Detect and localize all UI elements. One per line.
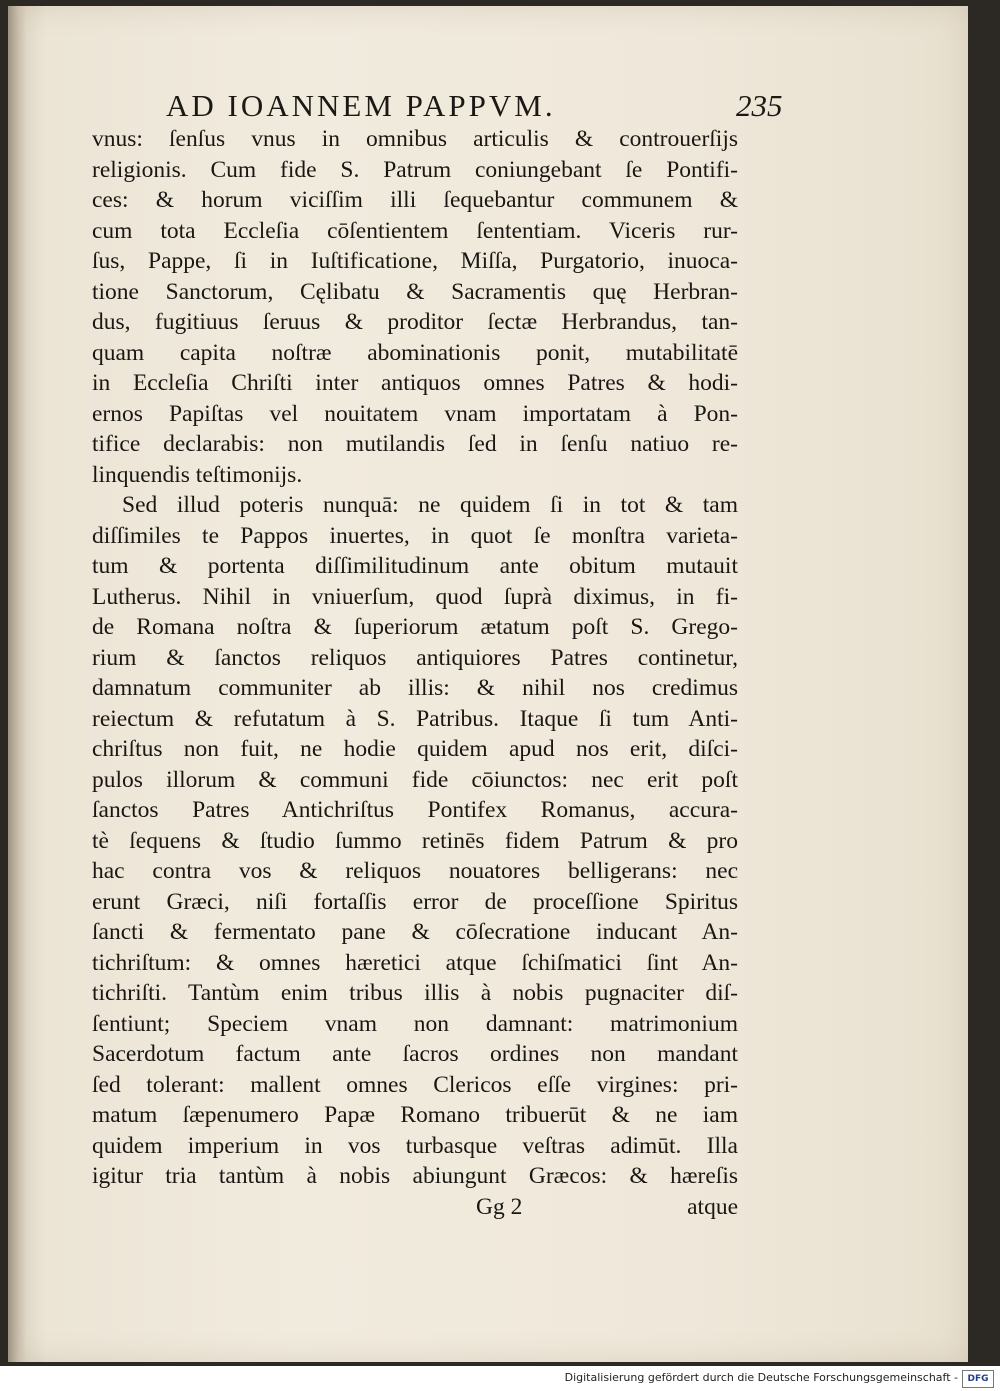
text-line: hac contra vos & reliquos nouatores belligerans: nec xyxy=(92,858,738,884)
text-line: matum ſæpenumero Papæ Romano tribuerūt & ne iam xyxy=(92,1102,738,1128)
text-line: Sacerdotum factum ante ſacros ordines non mandant xyxy=(92,1041,738,1067)
text-line: tione Sanctorum, Cęlibatu & Sacramentis quę Herbran- xyxy=(92,278,738,305)
text-line: ſancti & fermentato pane & cōſecratione inducant An- xyxy=(92,919,738,945)
text-line: reiectum & refutatum à S. Patribus. Itaque ſi tum Anti- xyxy=(92,705,738,732)
catchword: atque xyxy=(687,1194,738,1220)
signature-mark: Gg 2 xyxy=(476,1194,523,1220)
text-line-paragraph-start: Sed illud poteris nunquā: ne quidem ſi in tot & tam xyxy=(122,492,738,518)
text-line: tè ſequens & ſtudio ſummo retinēs fidem Patrum & pro xyxy=(92,827,738,854)
text-line: tichriſtum: & omnes hæretici atque ſchiſmatici ſint An- xyxy=(92,949,738,976)
text-line: cum tota Eccleſia cōſentientem ſententiam. Viceris rur- xyxy=(92,217,738,244)
text-line: chriſtus non fuit, ne hodie quidem apud nos erit, diſci- xyxy=(92,736,738,762)
book-page xyxy=(8,6,968,1362)
body-text xyxy=(92,124,738,1192)
running-title: AD IOANNEM PAPPVM. xyxy=(166,88,556,123)
text-line: damnatum communiter ab illis: & nihil nos credimus xyxy=(92,675,738,701)
page-gutter xyxy=(8,6,26,1362)
dfg-logo-icon: DFG xyxy=(962,1370,994,1388)
text-line: vnus: ſenſus vnus in omnibus articulis & controuerſijs xyxy=(92,126,738,152)
text-line: ſed tolerant: mallent omnes Clericos eſſe virgines: pri- xyxy=(92,1071,738,1098)
catchline xyxy=(92,1194,738,1224)
text-line: ſentiunt; Speciem vnam non damnant: matrimonium xyxy=(92,1010,738,1037)
text-line: ſanctos Patres Antichriſtus Pontifex Romanus, accura- xyxy=(92,797,738,823)
text-line: erunt Græci, niſi fortaſſis error de proceſſione Spiritus xyxy=(92,888,738,915)
funding-credit: Digitalisierung gefördert durch die Deutsche Forschungsgemeinschaft - xyxy=(564,1371,958,1384)
text-line: igitur tria tantùm à nobis abiungunt Græcos: & hæreſis xyxy=(92,1163,738,1189)
text-line: diſſimiles te Pappos inuertes, in quot ſe monſtra varieta- xyxy=(92,522,738,549)
digitization-footer xyxy=(0,1366,1000,1391)
text-line: quam capita noſtræ abominationis ponit, mutabilitatē xyxy=(92,339,738,366)
text-line: Lutherus. Nihil in vniuerſum, quod ſuprà diximus, in fi- xyxy=(92,583,738,610)
text-line: tichriſti. Tantùm enim tribus illis à nobis pugnaciter diſ- xyxy=(92,980,738,1006)
text-line: pulos illorum & communi fide cōiunctos: nec erit poſt xyxy=(92,766,738,793)
text-line-paragraph-end: linquendis teſtimonijs. xyxy=(92,461,303,488)
text-line: in Eccleſia Chriſti inter antiquos omnes Patres & hodi- xyxy=(92,370,738,396)
text-line: religionis. Cum fide S. Patrum coniungebant ſe Pontifi- xyxy=(92,156,738,183)
text-line: ernos Papiſtas vel nouitatem vnam importatam à Pon- xyxy=(92,400,738,427)
text-line: quidem imperium in vos turbasque veſtras adimūt. Illa xyxy=(92,1132,738,1159)
text-line: ces: & horum viciſſim illi ſequebantur communem & xyxy=(92,187,738,213)
text-line: ſus, Pappe, ſi in Iuſtificatione, Miſſa, Purgatorio, inuoca- xyxy=(92,248,738,274)
text-line: tifice declarabis: non mutilandis ſed in ſenſu natiuo re- xyxy=(92,431,738,457)
text-line: dus, fugitiuus ſeruus & proditor ſectæ Herbrandus, tan- xyxy=(92,309,738,335)
text-line: tum & portenta diſſimilitudinum ante obitum mutauit xyxy=(92,553,738,579)
text-line: de Romana noſtra & ſuperiorum ætatum poſt S. Grego- xyxy=(92,614,738,640)
running-head xyxy=(108,88,868,128)
text-line: rium & ſanctos reliquos antiquiores Patres continetur, xyxy=(92,644,738,671)
page-number: 235 xyxy=(736,88,783,123)
